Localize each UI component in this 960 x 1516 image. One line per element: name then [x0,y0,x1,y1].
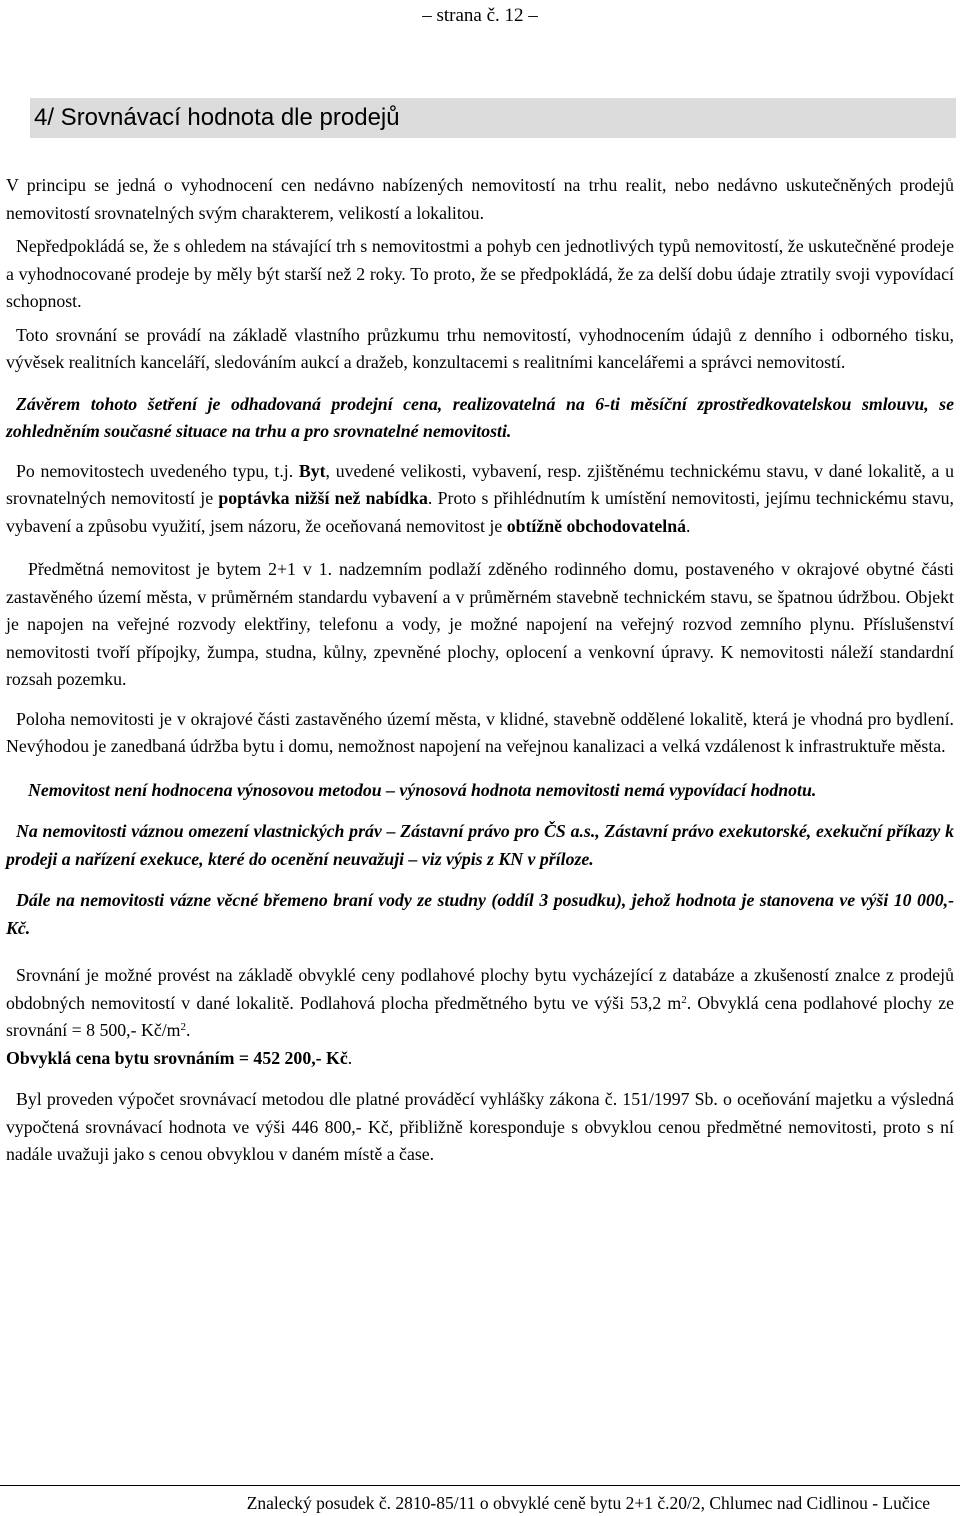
paragraph-age-of-sales [6,233,954,316]
text-run: Po nemovitostech uvedeného typu, t.j. [16,460,299,481]
emphasis-byt: Byt [298,460,326,481]
comparison-result: Obvyklá cena bytu srovnáním = 452 200,- Kč [6,1047,348,1068]
paragraph-text: Závěrem tohoto šetření je odhadovaná prodejní cena, realizovatelná na 6-ti měsíční zprostředkovatelskou smlouvu, se zohledněním současné situace na trhu a pro srovnatelné nemovitosti. [6,393,954,441]
text-run: . Obvyklá cena podlahové plochy ze srovnání = 8 500,- Kč/m [6,992,954,1040]
paragraph-text: Toto srovnání se provádí na základě vlastního průzkumu trhu nemovitostí, vyhodnocením údajů z denního i odborného tisku, vývěsek realitních kanceláří, sledováním aukcí a dražeb, konzultacemi s realitními kancelářemi a správci nemovitostí. [6,324,954,372]
paragraph-method [6,322,954,377]
paragraph-text: Nepředpokládá se, že s ohledem na stávající trh s nemovitostmi a pohyb cen jednotlivých typů nemovitostí, že uskutečněné prodeje a vyhodnocované prodeje by měly být starší než 2 roky. To proto, že se předpokládá, že za delší dobu údaje ztratily svoji vypovídací schopnost. [6,236,954,311]
document-body [6,172,954,1169]
text-run: . [347,1047,353,1068]
paragraph-comparison-calc [6,962,954,1072]
section-title: 4/ Srovnávací hodnota dle prodejů [30,98,956,138]
paragraph-text: Byl proveden výpočet srovnávací metodou dle platné prováděcí vyhlášky zákona č. 151/1997 Sb. o oceňování majetku a výsledná vypočtená srovnávací hodnota ve výši 446 800,- Kč, přibližně koresponduje s obvyklou cenou předmětné nemovitosti, proto s ní nadále uvažuji jako s cenou obvyklou v daném místě a čase. [6,1089,954,1164]
emphasis-demand: poptávka nižší než nabídka [218,488,428,508]
text-run: . Proto s přihlédnutím k umístění nemovitosti, jejímu technickému stavu, vybavení a způsobu využití, jsem názoru, že oceňovaná nemovitost je [6,488,954,536]
superscript: 2 [180,1021,186,1033]
paragraph-easement [6,887,954,942]
footer-divider [0,1485,960,1486]
emphasis-marketability: obtížně obchodovatelná [506,515,687,536]
paragraph-text: Poloha nemovitosti je v okrajové části zastavěného území města, v klidné, stavebně oddělené lokalitě, která je vhodná pro bydlení. Nevýhodou je zanedbaná údržba bytu i domu, nemožnost napojení na veřejnou kanalizaci a velká vzdálenost k infrastruktuře města. [6,708,954,756]
paragraph-property-description [6,556,954,694]
paragraph-intro: V principu se jedná o vyhodnocení cen nedávno nabízených nemovitostí na trhu realit, nebo nedávno uskutečněných prodejů nemovitostí srovnatelných svým charakterem, velikostí a lokalitou. [6,175,954,223]
paragraph-text: Dále na nemovitosti vázne věcné břemeno braní vody ze studny (oddíl 3 posudku), jehož hodnota je stanovena ve výši 10 000,- Kč. [6,890,954,938]
paragraph-demand [6,458,954,541]
page-number: – strana č. 12 – [422,5,538,26]
text-run: . [686,515,691,536]
page-footer: Znalecký posudek č. 2810-85/11 o obvyklé ceně bytu 2+1 č.20/2, Chlumec nad Cidlinou - Lučice [246,1493,930,1513]
paragraph-conclusion [6,391,954,446]
text-run: . [185,1020,191,1040]
text-run: Srovnání je možné provést na základě obvyklé ceny podlahové plochy bytu vycházející z databáze a zkušeností znalce z prodejů obdobných nemovitostí v dané lokalitě. Podlahová plocha předmětného bytu ve výši 53,2 m [6,965,954,1013]
paragraph-final-value [6,1086,954,1169]
text-run: , uvedené velikosti, vybavení, resp. zjištěnému technickému stavu, v dané lokalitě, a u srovnatelných nemovitostí je [6,460,954,508]
paragraph-location [6,706,954,761]
paragraph-text: Nemovitost není hodnocena výnosovou metodou – výnosová hodnota nemovitosti nemá vypovídací hodnotu. [28,779,817,800]
superscript: 2 [681,993,687,1006]
paragraph-encumbrances [6,818,954,873]
paragraph-income-method [6,777,954,805]
paragraph-text: Předmětná nemovitost je bytem 2+1 v 1. nadzemním podlaží zděného rodinného domu, postaveného v okrajové obytné části zastavěného území města, v průměrném standardu vybavení a v průměrném stavebně technickém stavu, se špatnou údržbou. Objekt je napojen na veřejné rozvody elektřiny, telefonu a vody, je možné napojení na veřejný rozvod zemního plynu. Příslušenství nemovitosti tvoří přípojky, žumpa, studna, kůlny, zpevněné plochy, oplocení a venkovní úpravy. K nemovitosti náleží standardní rozsah pozemku. [6,559,954,689]
paragraph-text: Na nemovitosti váznou omezení vlastnických práv – Zástavní právo pro ČS a.s., Zástavní právo exekutorské, exekuční příkazy k prodeji a nařízení exekuce, které do ocenění neuvažuji – viz výpis z KN v příloze. [6,821,954,869]
